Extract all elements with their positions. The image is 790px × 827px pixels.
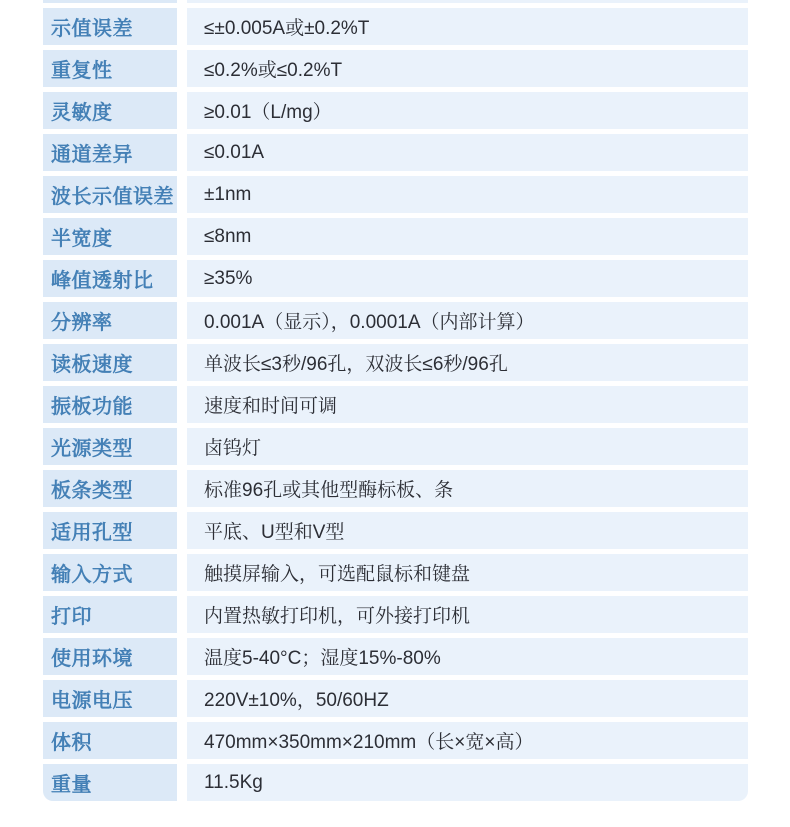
spec-row <box>43 92 748 129</box>
spec-label-cell: 板条类型 <box>43 470 177 507</box>
spec-value-cell: 速度和时间可调 <box>187 386 748 423</box>
spec-label-cell: 半宽度 <box>43 218 177 255</box>
spec-row <box>43 596 748 633</box>
spec-table <box>43 0 748 801</box>
spec-value-cell: 温度5-40°C；湿度15%-80% <box>187 638 748 675</box>
spec-row <box>43 134 748 171</box>
spec-label-cell: 体积 <box>43 722 177 759</box>
spec-label-cell: 分辨率 <box>43 302 177 339</box>
spec-row <box>43 176 748 213</box>
spec-row <box>43 680 748 717</box>
spec-value-cell: 标准96孔或其他型酶标板、条 <box>187 470 748 507</box>
spec-row <box>43 50 748 87</box>
spec-label-cell: 输入方式 <box>43 554 177 591</box>
spec-row <box>43 8 748 45</box>
spec-value-cell: 平底、U型和V型 <box>187 512 748 549</box>
spec-value-cell: ≤8nm <box>187 218 748 255</box>
spec-value-cell: ≥35% <box>187 260 748 297</box>
spec-value-cell: ±1nm <box>187 176 748 213</box>
spec-label-cell: 使用环境 <box>43 638 177 675</box>
spec-value-cell: 11.5Kg <box>187 764 748 801</box>
spec-label-cell: 重量 <box>43 764 177 801</box>
spec-value-cell: 单波长≤3秒/96孔，双波长≤6秒/96孔 <box>187 344 748 381</box>
spec-label-cell: 电源电压 <box>43 680 177 717</box>
spec-value-cell: 470mm×350mm×210mm（长×宽×高） <box>187 722 748 759</box>
spec-row <box>43 470 748 507</box>
clipped-row-sliver <box>43 0 748 3</box>
spec-row <box>43 344 748 381</box>
spec-label-cell: 峰值透射比 <box>43 260 177 297</box>
spec-label-cell: 读板速度 <box>43 344 177 381</box>
spec-value-cell: 卤钨灯 <box>187 428 748 465</box>
spec-row <box>43 554 748 591</box>
spec-value-cell: 220V±10%，50/60HZ <box>187 680 748 717</box>
spec-label-cell: 打印 <box>43 596 177 633</box>
spec-value-cell: ≥0.01（L/mg） <box>187 92 748 129</box>
spec-label-cell: 通道差异 <box>43 134 177 171</box>
spec-row <box>43 386 748 423</box>
clipped-label-cell <box>43 0 177 3</box>
spec-label-cell: 光源类型 <box>43 428 177 465</box>
spec-value-cell: 内置热敏打印机，可外接打印机 <box>187 596 748 633</box>
spec-row <box>43 428 748 465</box>
spec-row <box>43 260 748 297</box>
spec-value-cell: ≤0.01A <box>187 134 748 171</box>
spec-value-cell: ≤0.2%或≤0.2%T <box>187 50 748 87</box>
spec-label-cell: 适用孔型 <box>43 512 177 549</box>
spec-label-cell: 波长示值误差 <box>43 176 177 213</box>
spec-row <box>43 302 748 339</box>
spec-row <box>43 764 748 801</box>
spec-label-cell: 振板功能 <box>43 386 177 423</box>
clipped-value-cell <box>187 0 748 3</box>
spec-value-cell: ≤±0.005A或±0.2%T <box>187 8 748 45</box>
spec-label-cell: 示值误差 <box>43 8 177 45</box>
spec-value-cell: 0.001A（显示），0.0001A（内部计算） <box>187 302 748 339</box>
spec-row <box>43 638 748 675</box>
spec-label-cell: 重复性 <box>43 50 177 87</box>
spec-row <box>43 512 748 549</box>
spec-label-cell: 灵敏度 <box>43 92 177 129</box>
spec-value-cell: 触摸屏输入，可选配鼠标和键盘 <box>187 554 748 591</box>
spec-row <box>43 722 748 759</box>
spec-row <box>43 218 748 255</box>
